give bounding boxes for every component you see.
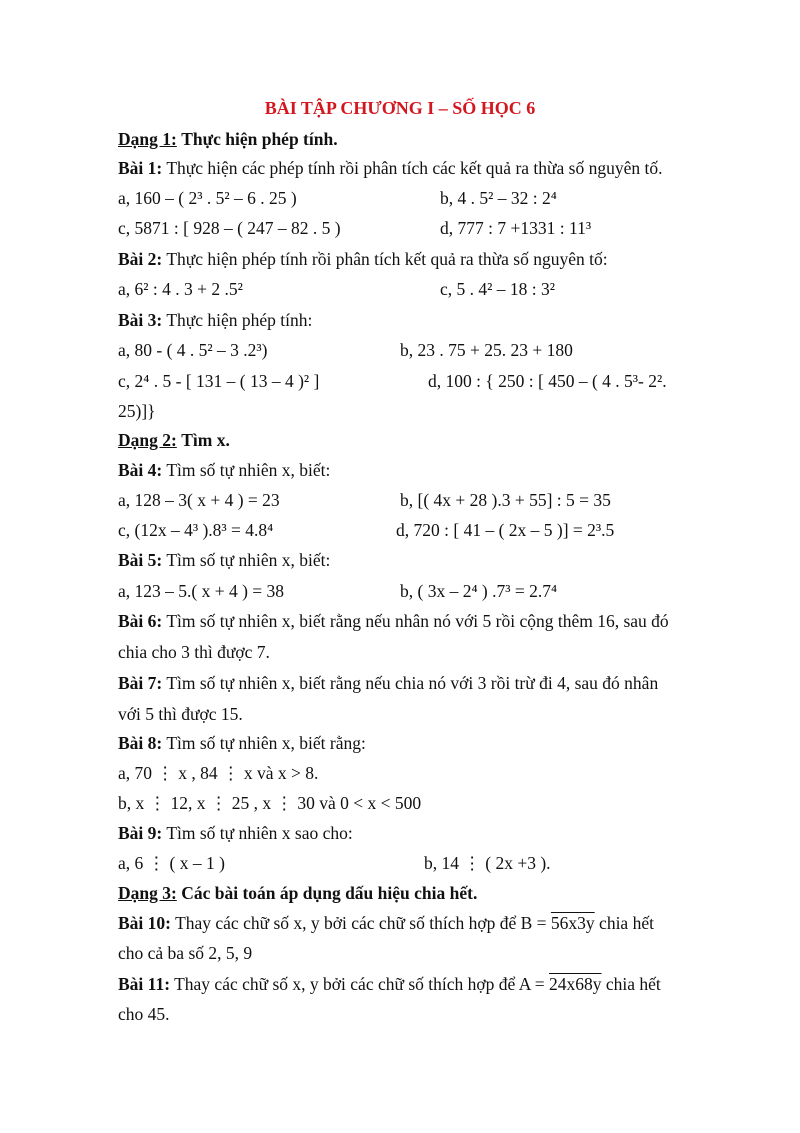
exercise-4-item-c: c, (12x – 4³ ).8³ = 4.8⁴ (118, 520, 274, 540)
exercise-2-prompt (118, 248, 608, 270)
section-dang-1 (118, 128, 338, 150)
exercise-1-item-d: d, 777 : 7 +1331 : 11³ (440, 218, 592, 238)
exercise-4-item-d: d, 720 : [ 41 – ( 2x – 5 )] = 2³.5 (396, 520, 615, 540)
exercise-text: Tìm số tự nhiên x, biết: (166, 550, 331, 570)
exercise-7-prompt (118, 672, 658, 694)
exercise-9-item-a: a, 6 ⋮ ( x – 1 ) (118, 853, 225, 873)
exercise-2-item-a: a, 6² : 4 . 3 + 2 .5² (118, 279, 243, 299)
exercise-label: Bài 5: (118, 550, 163, 570)
page-title: BÀI TẬP CHƯƠNG I – SỐ HỌC 6 (264, 98, 536, 118)
exercise-text: Thực hiện phép tính: (166, 310, 313, 330)
exercise-3-item-a: a, 80 - ( 4 . 5² – 3 .2³) (118, 340, 268, 360)
section-dang-3 (118, 882, 477, 904)
exercise-label: Bài 11: (118, 974, 171, 994)
section-dang-2 (118, 429, 230, 451)
exercise-text: Tìm số tự nhiên x sao cho: (166, 823, 353, 843)
exercise-4-item-a: a, 128 – 3( x + 4 ) = 23 (118, 490, 280, 510)
exercise-label: Bài 3: (118, 310, 163, 330)
exercise-7-continued: với 5 thì được 15. (118, 704, 243, 724)
exercise-4-item-b: b, [( 4x + 28 ).3 + 55] : 5 = 35 (400, 490, 611, 510)
exercise-5-item-a: a, 123 – 5.( x + 4 ) = 38 (118, 581, 285, 601)
exercise-label: Bài 4: (118, 460, 163, 480)
overlined-number: 56x3y (550, 913, 595, 933)
exercise-text: Tìm số tự nhiên x, biết: (166, 460, 331, 480)
exercise-text: Thay các chữ số x, y bởi các chữ số thích hợp để A = (174, 974, 549, 994)
exercise-text: Thực hiện các phép tính rồi phân tích các kết quả ra thừa số nguyên tố. (166, 158, 663, 178)
exercise-5-item-b: b, ( 3x – 2⁴ ) .7³ = 2.7⁴ (400, 581, 558, 601)
exercise-label: Bài 2: (118, 249, 163, 269)
exercise-11-prompt (118, 973, 661, 995)
exercise-label: Bài 9: (118, 823, 163, 843)
exercise-label: Bài 7: (118, 673, 163, 693)
exercise-label: Bài 10: (118, 913, 171, 933)
exercise-3-prompt (118, 309, 312, 331)
exercise-text: Tìm số tự nhiên x, biết rằng: (166, 733, 366, 753)
exercise-text: Thực hiện phép tính rồi phân tích kết quả ra thừa số nguyên tố: (166, 249, 608, 269)
exercise-text: Tìm số tự nhiên x, biết rằng nếu chia nó với 3 rồi trừ đi 4, sau đó nhân (166, 673, 659, 693)
section-heading: Tìm x. (181, 430, 230, 450)
exercise-text-tail: chia hết (601, 974, 661, 994)
exercise-2-item-c: c, 5 . 4² – 18 : 3² (440, 279, 555, 299)
section-label: Dạng 3: (118, 883, 177, 903)
exercise-1-item-c: c, 5871 : [ 928 – ( 247 – 82 . 5 ) (118, 218, 341, 238)
exercise-1-prompt (118, 157, 662, 179)
exercise-5-prompt (118, 549, 330, 571)
exercise-1-item-a: a, 160 – ( 2³ . 5² – 6 . 25 ) (118, 188, 297, 208)
exercise-4-prompt (118, 459, 330, 481)
section-label: Dạng 1: (118, 129, 177, 149)
exercise-9-item-b: b, 14 ⋮ ( 2x +3 ). (424, 853, 551, 873)
exercise-9-prompt (118, 822, 353, 844)
exercise-text: Tìm số tự nhiên x, biết rằng nếu nhân nó với 5 rồi cộng thêm 16, sau đó (166, 611, 669, 631)
exercise-8-prompt (118, 732, 366, 754)
exercise-10-prompt (118, 912, 654, 934)
exercise-3-item-c: c, 2⁴ . 5 - [ 131 – ( 13 – 4 )² ] (118, 371, 320, 391)
exercise-6-continued: chia cho 3 thì được 7. (118, 642, 270, 662)
exercise-10-continued: cho cả ba số 2, 5, 9 (118, 943, 253, 963)
exercise-label: Bài 8: (118, 733, 163, 753)
exercise-8-item-a: a, 70 ⋮ x , 84 ⋮ x và x > 8. (118, 763, 319, 783)
section-heading: Các bài toán áp dụng dấu hiệu chia hết. (181, 883, 478, 903)
exercise-6-prompt (118, 610, 669, 632)
exercise-3-item-b: b, 23 . 75 + 25. 23 + 180 (400, 340, 573, 360)
section-heading: Thực hiện phép tính. (181, 129, 338, 149)
section-label: Dạng 2: (118, 430, 177, 450)
exercise-3-item-d: d, 100 : { 250 : [ 450 – ( 4 . 5³- 2². (428, 371, 667, 391)
overlined-number: 24x68y (549, 974, 602, 994)
exercise-label: Bài 1: (118, 158, 163, 178)
exercise-1-item-b: b, 4 . 5² – 32 : 2⁴ (440, 188, 557, 208)
exercise-label: Bài 6: (118, 611, 163, 631)
exercise-11-continued: cho 45. (118, 1004, 170, 1024)
exercise-8-item-b: b, x ⋮ 12, x ⋮ 25 , x ⋮ 30 và 0 < x < 500 (118, 793, 422, 813)
exercise-3-item-d-continued: 25)]} (118, 401, 156, 421)
exercise-text-tail: chia hết (594, 913, 654, 933)
exercise-text: Thay các chữ số x, y bởi các chữ số thích hợp để B = (175, 913, 551, 933)
